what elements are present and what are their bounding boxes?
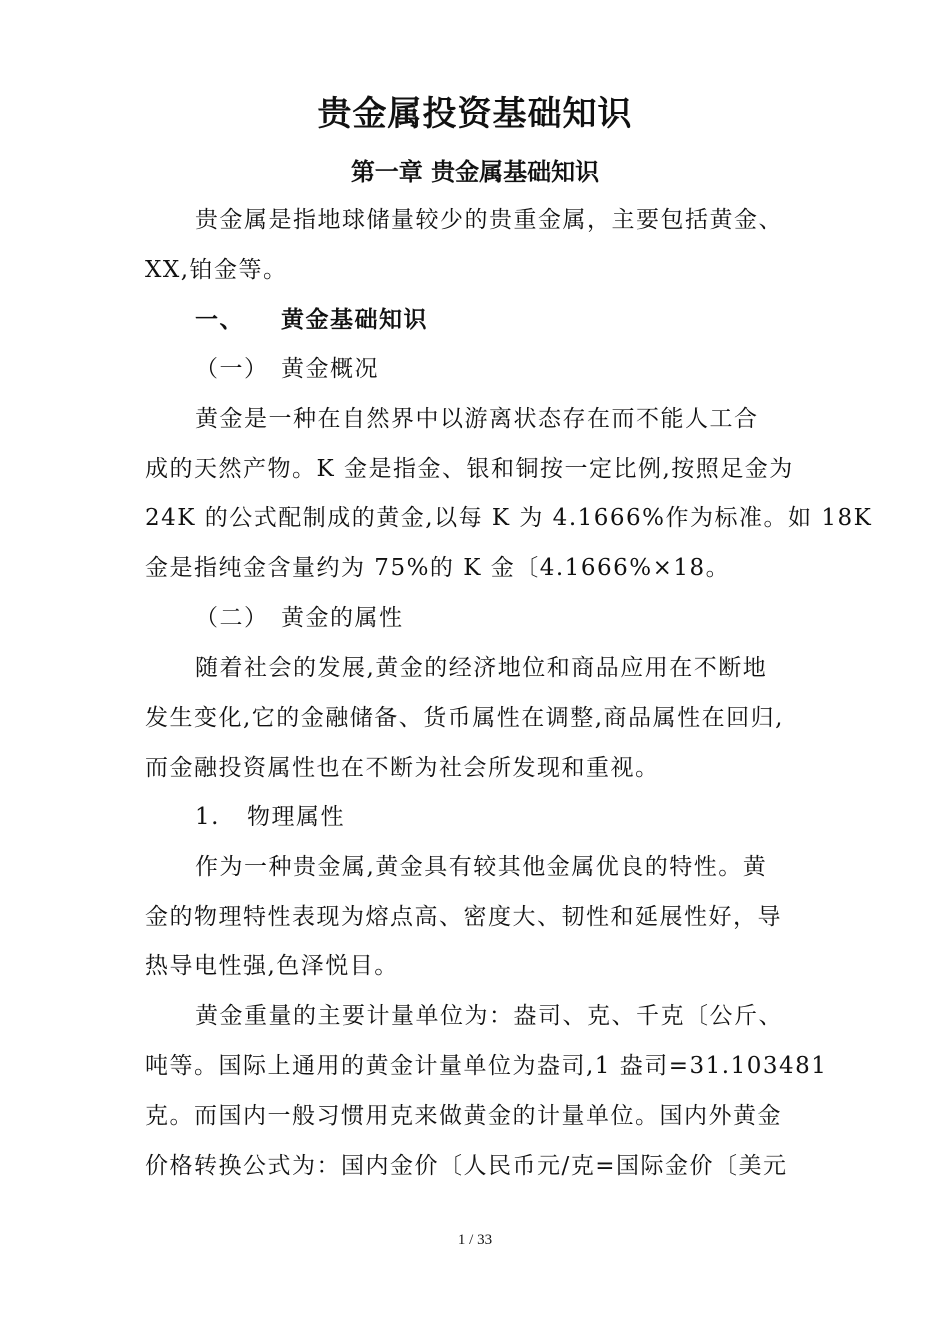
chapter-heading: 第一章 贵金属基础知识	[350, 157, 600, 186]
section-number: 一、	[195, 306, 244, 333]
paragraph-line: 24K 的公式配制成的黄金,以每 K 为 4.1666%作为标准。如 18K	[145, 505, 873, 531]
paragraph-line: 克。而国内一般习惯用克来做黄金的计量单位。国内外黄金	[145, 1103, 782, 1129]
paragraph-line: 黄金是一种在自然界中以游离状态存在而不能人工合	[195, 406, 759, 432]
document-title: 贵金属投资基础知识	[317, 94, 633, 134]
page-number: 1 / 33	[457, 1232, 493, 1248]
paragraph-line: 成的天然产物。K 金是指金、银和铜按一定比例,按照足金为	[145, 456, 794, 482]
paragraph-line: XX,铂金等。	[145, 257, 288, 283]
paragraph-line: 发生变化,它的金融储备、货币属性在调整,商品属性在回归,	[145, 705, 784, 731]
item-title: 物理属性	[247, 804, 345, 830]
subsection-heading	[195, 354, 379, 384]
paragraph-line: 作为一种贵金属,黄金具有较其他金属优良的特性。黄	[195, 854, 768, 880]
section-heading	[195, 305, 428, 335]
paragraph-line: 金的物理特性表现为熔点高、密度大、韧性和延展性好，导	[145, 904, 782, 930]
paragraph-line: 金是指纯金含量约为 75%的 K 金〔4.1666%×18。	[145, 555, 731, 581]
paragraph-line: 贵金属是指地球储量较少的贵重金属，主要包括黄金、	[195, 207, 783, 233]
paragraph-line: 吨等。国际上通用的黄金计量单位为盎司,1 盎司=31.103481	[145, 1053, 828, 1079]
subsection-number: （二）	[195, 605, 269, 631]
subsection-heading	[195, 603, 404, 633]
item-heading	[195, 802, 345, 832]
subsection-title: 黄金的属性	[281, 605, 404, 631]
subsection-title: 黄金概况	[281, 356, 379, 382]
paragraph-line: 黄金重量的主要计量单位为：盎司、克、千克〔公斤、	[195, 1003, 783, 1029]
section-title: 黄金基础知识	[281, 306, 428, 333]
paragraph-line: 热导电性强,色泽悦目。	[145, 953, 399, 979]
subsection-number: （一）	[195, 356, 269, 382]
paragraph-line: 随着社会的发展,黄金的经济地位和商品应用在不断地	[195, 655, 768, 681]
item-number: 1.	[195, 804, 220, 830]
paragraph-line: 而金融投资属性也在不断为社会所发现和重视。	[145, 755, 660, 781]
paragraph-line: 价格转换公式为：国内金价〔人民币元/克=国际金价〔美元	[145, 1153, 788, 1179]
